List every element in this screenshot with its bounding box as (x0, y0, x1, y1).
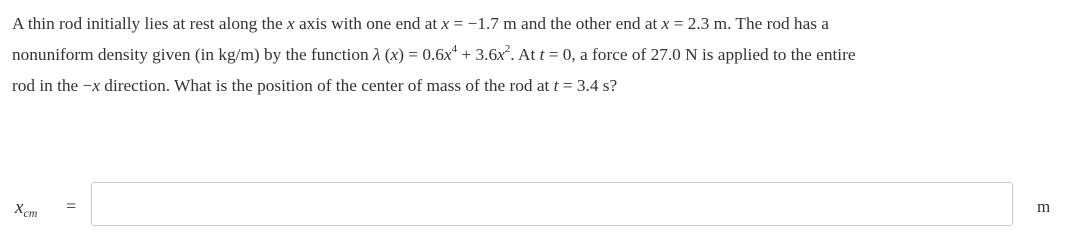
variable-t: t (553, 76, 559, 95)
text-segment: A thin rod initially lies at rest along the (12, 14, 288, 33)
answer-label-subscript: cm (23, 206, 38, 220)
question-text (12, 8, 1062, 101)
question-line-3 (12, 70, 1062, 101)
question-line-2 (12, 39, 1062, 70)
variable-x: x (441, 14, 450, 33)
answer-label (15, 197, 37, 221)
text-segment: axis with one end at (294, 14, 442, 33)
exponent: 2 (504, 43, 511, 55)
variable-lambda: λ (372, 45, 381, 64)
text-segment: . At (510, 45, 540, 64)
text-segment: + 3.6 (457, 45, 498, 64)
text-segment: ) = 0.6 (398, 45, 444, 64)
variable-x: x (443, 45, 452, 64)
answer-input[interactable] (91, 182, 1013, 226)
variable-x: x (497, 45, 505, 64)
text-segment: = 0, a force of 27.0 N is applied to the entire (544, 45, 856, 64)
text-segment: = 3.4 s? (558, 76, 618, 95)
text-segment: rod in the − (12, 76, 93, 95)
variable-t: t (539, 45, 545, 64)
text-segment: = 2.3 m. The rod has a (669, 14, 829, 33)
text-segment: direction. What is the position of the center of mass of the rod at (99, 76, 554, 95)
variable-x: x (390, 45, 399, 64)
unit-label: m (1037, 197, 1051, 216)
exponent: 4 (451, 43, 458, 55)
equals-sign: = (66, 196, 77, 216)
text-segment: nonuniform density given (in kg/m) by the function (12, 45, 373, 64)
answer-label-main: x (15, 197, 24, 218)
text-segment: ( (380, 45, 391, 64)
variable-x: x (92, 76, 100, 95)
answer-row (0, 182, 1072, 230)
question-line-1 (12, 8, 1062, 39)
variable-x: x (287, 14, 295, 33)
variable-x: x (661, 14, 670, 33)
text-segment: = −1.7 m and the other end at (449, 14, 662, 33)
